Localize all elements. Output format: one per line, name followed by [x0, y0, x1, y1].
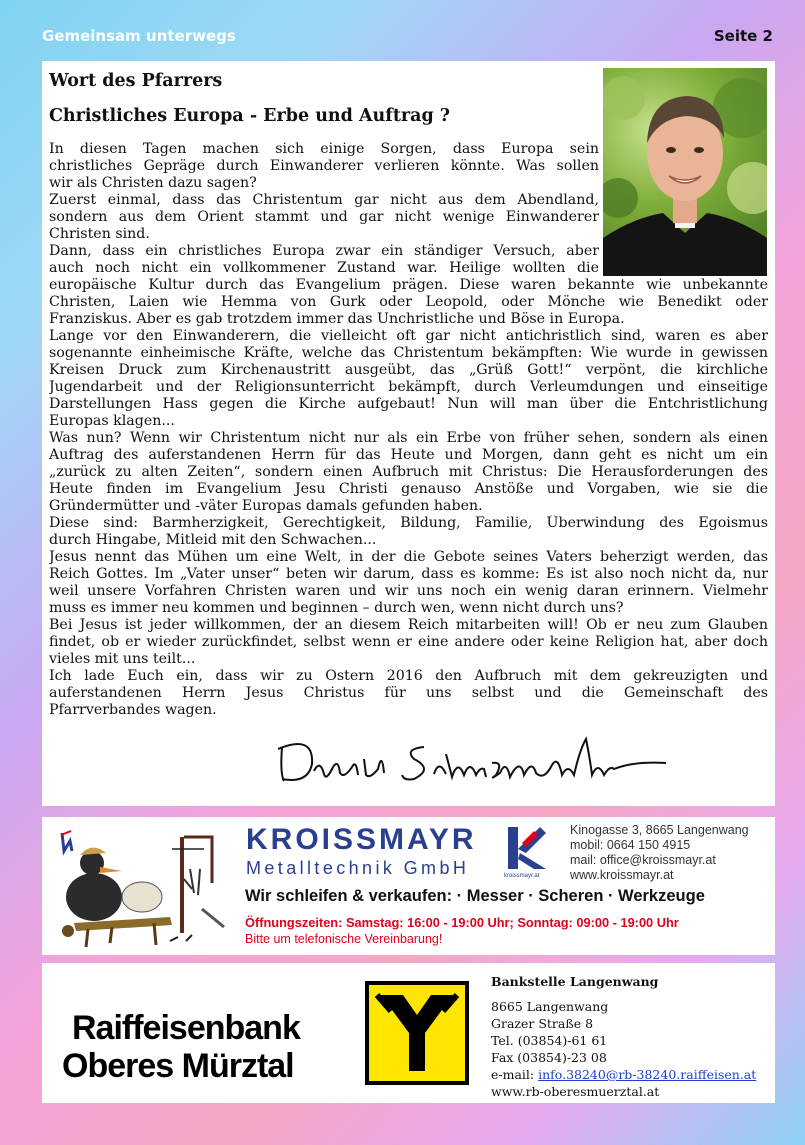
- kroissmayr-address: Kinogasse 3, 8665 Langenwang: [570, 823, 749, 837]
- body-line: vieles mit uns teilt...: [49, 651, 196, 667]
- body-line: „zurück zu alten Zeiten“, sondern einen Aufbruch mit Christus: Die Herausforderungen des: [49, 464, 768, 480]
- blacksmith-illustration: [52, 823, 237, 951]
- body-line: wir als Christen dazu sagen?: [49, 175, 257, 191]
- header-publication-title: Gemeinsam unterwegs: [42, 27, 236, 45]
- body-line: Jesus nennt das Mühen um eine Welt, in der die Gebote seines Vaters beherzigt werden, das: [49, 549, 768, 565]
- pastor-signature: [274, 729, 674, 793]
- article-body: [49, 141, 768, 719]
- body-line: Kreisen Druck zum Kirchenaustritt ausgeübt, das „Grüß Gott!“ verpönt, die kirchliche: [49, 362, 768, 378]
- kroissmayr-mobile: mobil: 0664 150 4915: [570, 838, 691, 852]
- body-line: Heute finden im Evangelium Jesu Christi genauso Anstöße und Vorgaben, wie sie die: [49, 481, 768, 497]
- raiffeisen-advertisement: [42, 963, 775, 1103]
- body-line: auferstandenen Herrn Jesus Christus für uns selbst und die Gemeinschaft des: [49, 685, 768, 701]
- kroissmayr-opening-hours: Öffnungszeiten: Samstag: 16:00 - 19:00 Uhr; Sonntag: 09:00 - 19:00 Uhr: [245, 915, 679, 930]
- raiffeisen-email-label: e-mail:: [491, 1067, 539, 1082]
- body-line: Franziskus. Aber es gab trotzdem immer das Unchristliche und Böse in Europa.: [49, 311, 625, 327]
- body-line: Diese sind: Barmherzigkeit, Gerechtigkeit, Bildung, Familie, Überwindung des Egoismus: [49, 515, 768, 531]
- kroissmayr-logo: [504, 825, 548, 881]
- body-line: sogenannte einheimische Kräfte, welche das Christentum bekämpften: Wie wurde in gewissen: [49, 345, 768, 361]
- header-page-number: Seite 2: [713, 27, 773, 45]
- kroissmayr-subtitle: Metalltechnik GmbH: [246, 858, 470, 878]
- raiffeisen-name-line2: Oberes Mürztal: [62, 1047, 294, 1085]
- body-line: Pfarrverbandes wagen.: [49, 702, 217, 718]
- body-line: Reich Gottes. Im „Vater unser“ beten wir darum, dass es komme: Es ist also noch nicht da, nur: [49, 566, 768, 582]
- body-line: Zuerst einmal, dass das Christentum gar nicht aus dem Abendland,: [49, 192, 599, 208]
- body-line: christliches Gepräge durch Einwanderer verlieren könnte. Was sollen: [49, 158, 599, 174]
- body-line: Christen sind.: [49, 226, 150, 242]
- body-line: Gründermütter und -väter Europas damals gefunden haben.: [49, 498, 483, 514]
- article-heading: Wort des Pfarrers: [49, 71, 223, 91]
- body-line: Christen, Laien wie Hemma von Gurk oder Leopold, oder Mönche wie Benedikt oder: [49, 294, 768, 310]
- kroissmayr-phone-note: Bitte um telefonische Vereinbarung!: [245, 932, 443, 946]
- raiffeisen-email-link[interactable]: info.38240@rb-38240.raiffeisen.at: [538, 1067, 757, 1082]
- kroissmayr-logo-caption: kroissmayr.at: [504, 873, 540, 879]
- raiffeisen-gable-cross-icon: [365, 981, 469, 1085]
- body-line: Bei Jesus ist jeder willkommen, der an diesem Reich mitarbeiten will! Ob er neu zum Glauben: [49, 617, 768, 633]
- raiffeisen-email-row: [491, 1066, 756, 1083]
- article-title: Christliches Europa - Erbe und Auftrag ?: [49, 106, 451, 126]
- kroissmayr-advertisement: [42, 817, 775, 955]
- body-line: Was nun? Wenn wir Christentum nicht nur als ein Erbe von früher sehen, sondern als einen: [49, 430, 768, 446]
- body-line: muss es immer neu kommen und beginnen – durch wen, wenn nicht durch uns?: [49, 600, 624, 616]
- kroissmayr-slogan: Wir schleifen & verkaufen: · Messer · Scheren · Werkzeuge: [245, 887, 705, 905]
- raiffeisen-address1: 8665 Langenwang: [491, 999, 609, 1014]
- kroissmayr-web[interactable]: www.kroissmayr.at: [570, 868, 674, 882]
- body-line: weil unsere Vorfahren Christen waren und wir uns noch ein wenig daran erinnern. Vielmehr: [49, 583, 768, 599]
- body-line: Dann, dass ein christliches Europa zwar ein ständiger Versuch, aber: [49, 243, 599, 259]
- body-line: findet, ob er wieder zurückfindet, selbst wenn er eine andere oder keine Religion hat, aber doch: [49, 634, 768, 650]
- raiffeisen-address2: Grazer Straße 8: [491, 1016, 594, 1031]
- raiffeisen-tel: Tel. (03854)-61 61: [491, 1033, 608, 1048]
- body-line: Lange vor den Einwanderern, die vielleicht oft gar nicht antichristlich sind, waren es aber: [49, 328, 768, 344]
- kroissmayr-k-icon: [504, 825, 548, 871]
- raiffeisen-web[interactable]: www.rb-oberesmuerztal.at: [491, 1084, 660, 1099]
- body-line: Jugendarbeit und der Religionsunterricht bekämpft, durch Verleumdungen und einseitige: [49, 379, 768, 395]
- body-line: Ich lade Euch ein, dass wir zu Ostern 2016 den Aufbruch mit dem gekreuzigten und: [49, 668, 768, 684]
- body-line: europäische Kultur durch das Evangelium prägen. Diese waren bekannte wie unbekannte: [49, 277, 768, 293]
- body-line: Darstellungen Hass gegen die Kirche aufgebaut! Nun will man über die Entchristlichung: [49, 396, 768, 412]
- kroissmayr-mail[interactable]: mail: office@kroissmayr.at: [570, 853, 716, 867]
- pastor-article: [42, 61, 775, 806]
- body-line: durch Hingabe, Mitleid mit den Schwachen...: [49, 532, 377, 548]
- body-line: sondern aus dem Orient stammt und gar nicht wenige Einwanderer: [49, 209, 599, 225]
- body-line: auch noch nicht ein vollkommener Zustand war. Heilige wollten die: [49, 260, 599, 276]
- body-line: Auftrag des auferstandenen Herrn für das Heute und Morgen, dann geht es nicht um ein: [49, 447, 768, 463]
- kroissmayr-brand: KROISSMAYR: [246, 823, 477, 856]
- raiffeisen-name-line1: Raiffeisenbank: [72, 1009, 300, 1047]
- body-line: In diesen Tagen machen sich einige Sorgen, dass Europa sein: [49, 141, 599, 157]
- body-line: Europas klagen...: [49, 413, 175, 429]
- raiffeisen-fax: Fax (03854)-23 08: [491, 1050, 607, 1065]
- raiffeisen-branch-title: Bankstelle Langenwang: [491, 974, 659, 989]
